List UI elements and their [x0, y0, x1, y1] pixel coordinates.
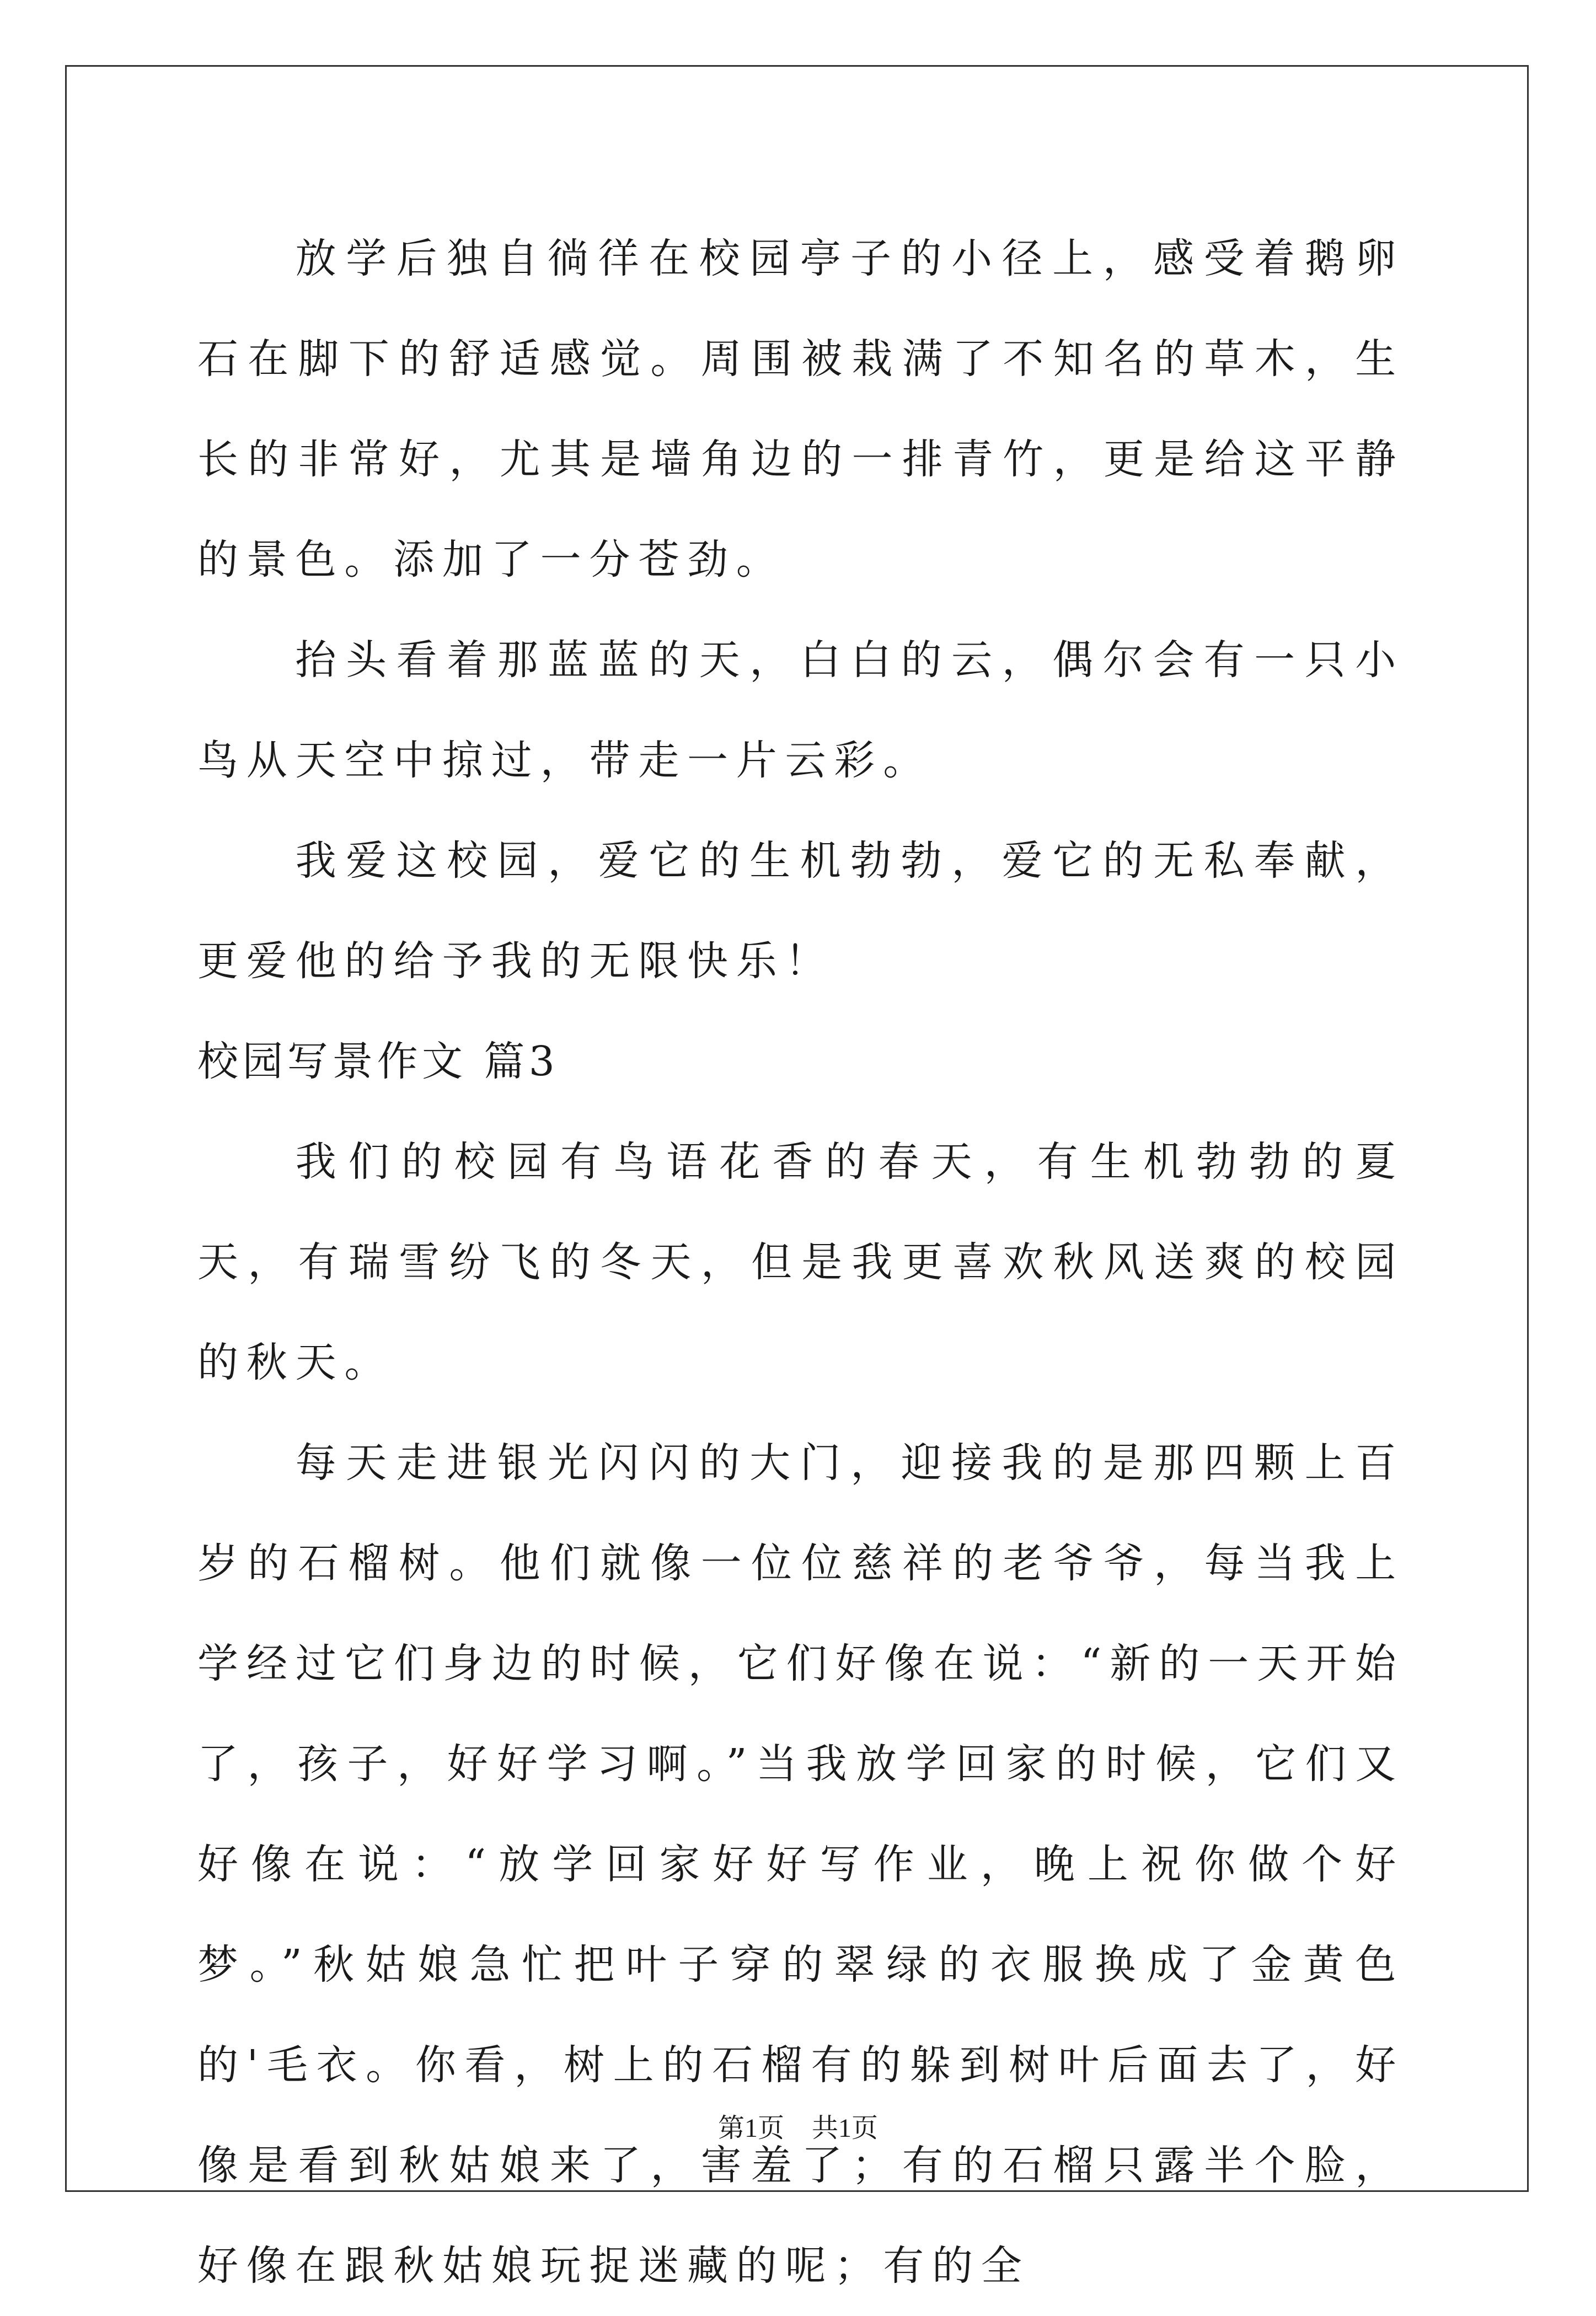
paragraph: 抬头看着那蓝蓝的天，白白的云，偶尔会有一只小鸟从天空中掠过，带走一片云彩。: [197, 636, 1404, 784]
paragraph: 每天走进银光闪闪的大门，迎接我的是那四颗上百岁的石榴树。他们就像一位位慈祥的老爷爷，每当我上学经过它们身边的时候，它们好像在说：“新的一天开始了，孩子，好好学习啊。”当我放学回家的时候，它们又好像在说：“放学回家好好写作业，晚上祝你做个好梦。”秋姑娘急忙把叶子穿的翠绿的衣服换成了金黄色的'毛衣。你看，树上的石榴有的躲到树叶后面去了，好像是看到秋姑娘来了，害羞了；有的石榴只露半个脸，好像在跟秋姑娘玩捉迷藏的呢；有的全: [197, 1439, 1404, 2290]
paragraph: 我们的校园有鸟语花香的春天，有生机勃勃的夏天，有瑞雪纷飞的冬天，但是我更喜欢秋风送爽的校园的秋天。: [197, 1138, 1404, 1386]
page-footer: [0, 2106, 1596, 2145]
paragraph: 放学后独自徜徉在校园亭子的小径上，感受着鹅卵石在脚下的舒适感觉。周围被栽满了不知名的草木，生长的非常好，尤其是墙角边的一排青竹，更是给这平静的景色。添加了一分苍劲。: [197, 235, 1404, 583]
paragraph: 我爱这校园，爱它的生机勃勃，爱它的无私奉献，更爱他的给予我的无限快乐！: [197, 837, 1404, 985]
page-number-total: 共1页: [812, 2114, 879, 2143]
section-heading: 校园写景作文 篇3: [197, 1038, 559, 1085]
page-number-current: 第1页: [717, 2114, 784, 2143]
document-body: [197, 208, 1404, 2316]
